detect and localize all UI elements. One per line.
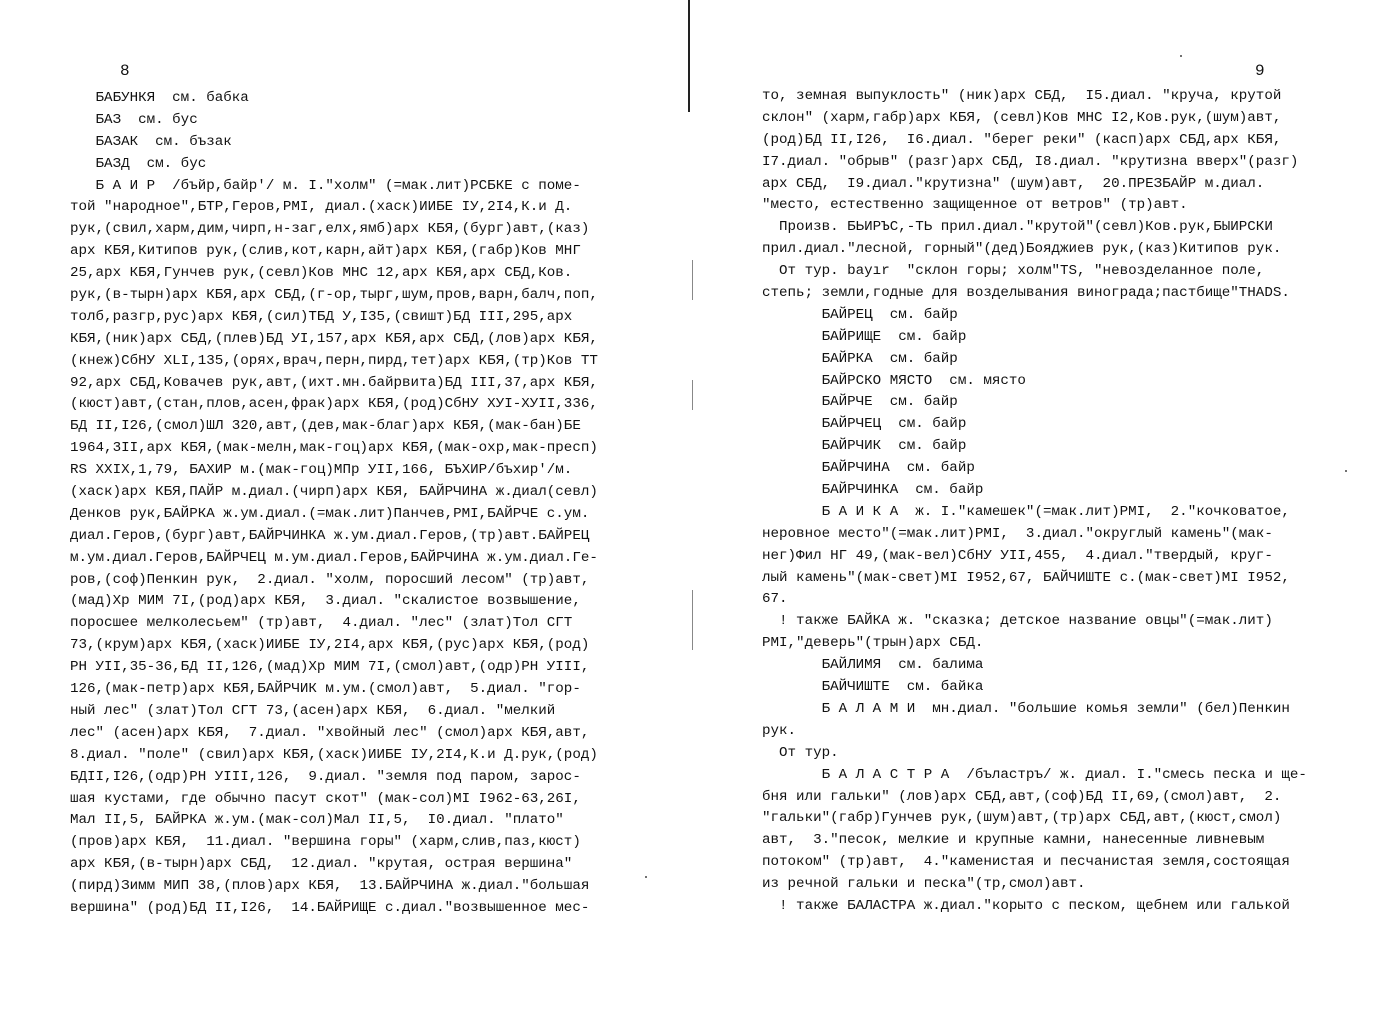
page-number-right: 9 xyxy=(1255,62,1265,80)
text-line: рук,(свил,харм,дим,чирп,н-заг,елх,ямб)арх КБЯ,(бург)авт,(каз) xyxy=(70,221,590,238)
text-line: Б А И К А ж. I."камешек"(=мак.лит)РМI, 2."кочковатое, xyxy=(762,503,1290,520)
text-line: поросшее мелколесьем" (тр)авт, 4.диал. "лес" (злат)Тол СГТ xyxy=(70,615,573,632)
text-line: БАЙРЕЦ см. байр xyxy=(762,306,958,323)
text-line: БАЗ см. бус xyxy=(70,111,198,128)
text-line: из речной гальки и песка"(тр,смол)авт. xyxy=(762,876,1086,893)
text-line: неровное место"(=мак.лит)РМI, 3.диал."округлый камень"(мак- xyxy=(762,525,1273,542)
text-line: бня или гальки" (лов)арх СБД,авт,(соф)БД II,69,(смол)авт, 2. xyxy=(762,788,1282,805)
text-line: 73,(крум)арх КБЯ,(хаск)ИИБЕ IУ,2I4,арх КБЯ,(рус)арх КБЯ,(род) xyxy=(70,637,590,654)
text-line: (кнеж)СбНУ XLI,135,(орях,врач,перн,пирд,тет)арх КБЯ,(тр)Ков ТТ xyxy=(70,352,598,369)
text-line: (хаск)арх КБЯ,ПАЙР м.диал.(чирп)арх КБЯ, БАЙРЧИНА ж.диал(севл) xyxy=(70,484,598,501)
scan-speck xyxy=(1345,470,1347,472)
text-line: БДII,I26,(одр)РН УIII,126, 9.диал. "земля под паром, зарос- xyxy=(70,768,581,785)
text-line: БАЙРИЩЕ см. байр xyxy=(762,328,967,345)
text-line: рук. xyxy=(762,722,797,739)
scan-speck xyxy=(645,876,647,878)
page-number-left: 8 xyxy=(120,62,130,80)
text-line: БАЙРЧИНКА см. байр xyxy=(762,482,984,499)
text-line: (мад)Хр МИМ 7I,(род)арх КБЯ, 3.диал. "скалистое возвышение, xyxy=(70,593,581,610)
text-line: КБЯ,(ник)арх СБД,(плев)БД УI,157,арх КБЯ,арх СБД,(лов)арх КБЯ, xyxy=(70,330,598,347)
text-line: БАЙЛИМЯ см. балима xyxy=(762,657,984,674)
text-line: (пирд)Зимм МИП 38,(плов)арх КБЯ, 13.БАЙРЧИНА ж.диал."большая xyxy=(70,878,590,895)
text-line: 1964,3II,арх КБЯ,(мак-мелн,мак-гоц)арх КБЯ,(мак-охр,мак-пресп) xyxy=(70,440,598,457)
text-line: БАЗАК см. бъзак xyxy=(70,133,232,150)
text-line: шая кустами, где обычно пасут скот" (мак-сол)МI I962-63,26I, xyxy=(70,790,581,807)
text-line: м.ум.диал.Геров,БАЙРЧЕЦ м.ум.диал.Геров,БАЙРЧИНА ж.ум.диал.Ге- xyxy=(70,549,598,566)
text-line: Б А Л А С Т Р А /бъластръ/ ж. диал. I."смесь песка и ще- xyxy=(762,766,1307,783)
text-line: От тур. xyxy=(762,744,839,761)
left-page-text xyxy=(70,88,598,920)
text-line: Б А Л А М И мн.диал. "большие комья земли" (бел)Пенкин xyxy=(762,700,1290,717)
text-line: БАЙРЧЕЦ см. байр xyxy=(762,416,967,433)
text-line: лес" (асен)арх КБЯ, 7.диал. "хвойный лес" (смол)арх КБЯ,авт, xyxy=(70,724,590,741)
text-line: потоком" (тр)авт, 4."каменистая и песчанистая земля,состоящая xyxy=(762,854,1290,871)
text-line: Б А И Р /бъйр,байр'/ м. I."холм" (=мак.лит)РСБКЕ с поме- xyxy=(70,177,581,194)
text-line: БАБУНКЯ см. бабка xyxy=(70,90,249,106)
text-line: степь; земли,годные для возделывания винограда;пастбище"THADS. xyxy=(762,285,1290,302)
text-line: рук,(в-тырн)арх КБЯ,арх СБД,(г-ор,тырг,шум,пров,варн,балч,поп, xyxy=(70,287,598,304)
book-gutter-line xyxy=(688,0,690,112)
right-page xyxy=(700,0,1400,1035)
text-line: БАЙЧИШТЕ см. байка xyxy=(762,679,984,696)
text-line: 126,(мак-петр)арх КБЯ,БАЙРЧИК м.ум.(смол)авт, 5.диал. "гор- xyxy=(70,681,581,698)
text-line: той "народное",БТР,Геров,РМI, диал.(хаск)ИИБЕ IУ,2I4,К.и Д. xyxy=(70,199,573,216)
text-line: БАЙРЧЕ см. байр xyxy=(762,394,958,411)
text-line: "гальки"(габр)Гунчев рук,(шум)авт,(тр)арх СБД,авт,(кюст,смол) xyxy=(762,810,1282,827)
text-line: 25,арх КБЯ,Гунчев рук,(севл)Ков МНС 12,арх КБЯ,арх СБД,Ков. xyxy=(70,265,573,282)
text-line: прил.диал."лесной, горный"(дед)Бояджиев рук,(каз)Китипов рук. xyxy=(762,241,1282,258)
text-line: арх КБЯ,Китипов рук,(слив,кот,карн,айт)арх КБЯ,(габр)Ков МНГ xyxy=(70,243,581,260)
text-line: вершина" (род)БД II,I26, 14.БАЙРИЩЕ с.диал."возвышенное мес- xyxy=(70,899,590,916)
text-line: лый камень"(мак-свет)МI I952,67, БАЙЧИШТЕ с.(мак-свет)МI I952, xyxy=(762,569,1290,586)
scan-speck xyxy=(1180,55,1182,57)
gutter-mark xyxy=(692,590,693,650)
text-line: БАЙРЧИК см. байр xyxy=(762,438,967,455)
text-line: БАЙРЧИНА см. байр xyxy=(762,460,975,477)
text-line: толб,разгр,рус)арх КБЯ,(сил)ТБД У,I35,(свишт)БД III,295,арх xyxy=(70,308,573,325)
text-line: нег)Фил НГ 49,(мак-вел)СбНУ УII,455, 4.диал."твердый, круг- xyxy=(762,547,1273,564)
text-line: арх КБЯ,(в-тырн)арх СБД, 12.диал. "крутая, острая вершина" xyxy=(70,856,573,873)
text-line: Денков рук,БАЙРКА ж.ум.диал.(=мак.лит)Панчев,РМI,БАЙРЧЕ с.ум. xyxy=(70,505,590,522)
text-line: 8.диал. "поле" (свил)арх КБЯ,(хаск)ИИБЕ IУ,2I4,К.и Д.рук,(род) xyxy=(70,746,598,763)
text-line: РН УII,35-36,БД II,126,(мад)Хр МИМ 7I,(смол)авт,(одр)РН УIII, xyxy=(70,659,590,676)
text-line: RS XXIX,1,79, БАХИР м.(мак-гоц)МПр УII,166, БЪХИР/бъхир'/м. xyxy=(70,462,573,479)
text-line: ! также БАЙКА ж. "сказка; детское название овцы"(=мак.лит) xyxy=(762,613,1273,630)
text-line: "место, естественно защищенное от ветров" (тр)авт. xyxy=(762,197,1188,214)
text-line: диал.Геров,(бург)авт,БАЙРЧИНКА ж.ум.диал.Геров,(тр)авт.БАЙРЕЦ xyxy=(70,527,590,544)
text-line: I7.диал. "обрыв" (разг)арх СБД, I8.диал. "крутизна вверх"(разг) xyxy=(762,153,1299,170)
text-line: склон" (харм,габр)арх КБЯ, (севл)Ков МНС I2,Ков.рук,(шум)авт, xyxy=(762,109,1282,126)
text-line: ! также БАЛАСТРА ж.диал."корыто с песком, щебнем или галькой xyxy=(762,897,1290,914)
text-line: ный лес" (злат)Тол СГТ 73,(асен)арх КБЯ, 6.диал. "мелкий xyxy=(70,702,556,719)
text-line: авт, 3."песок, мелкие и крупные камни, нанесенные ливневым xyxy=(762,832,1265,849)
text-line: то, земная выпуклость" (ник)арх СБД, I5.диал. "круча, крутой xyxy=(762,88,1282,104)
text-line: (пров)арх КБЯ, 11.диал. "вершина горы" (харм,слив,паз,кюст) xyxy=(70,834,581,851)
text-line: (род)БД II,I26, I6.диал. "берег реки" (касп)арх СБД,арх КБЯ, xyxy=(762,131,1282,148)
text-line: БАЗД см. бус xyxy=(70,155,207,172)
text-line: Мал II,5, БАЙРКА ж.ум.(мак-сол)Мал II,5, I0.диал. "плато" xyxy=(70,812,564,829)
text-line: арх СБД, I9.диал."крутизна" (шум)авт, 20.ПРЕЗБАЙР м.диал. xyxy=(762,175,1265,192)
text-line: БД II,I26,(смол)ШЛ 320,авт,(дев,мак-благ)арх КБЯ,(мак-бан)БЕ xyxy=(70,418,581,435)
text-line: От тур. bayır "склон горы; холм"TS, "невозделанное поле, xyxy=(762,263,1265,280)
text-line: 67. xyxy=(762,591,788,608)
right-page-text xyxy=(762,86,1307,918)
text-line: 92,арх СБД,Ковачев рук,авт,(ихт.мн.байрвита)БД III,37,арх КБЯ, xyxy=(70,374,598,391)
text-line: РМI,"деверь"(трын)арх СБД. xyxy=(762,635,984,652)
gutter-mark xyxy=(692,260,693,300)
text-line: БАЙРСКО МЯСТО см. място xyxy=(762,372,1026,389)
left-page xyxy=(0,0,690,1035)
text-line: БАЙРКА см. байр xyxy=(762,350,958,367)
text-line: (кюст)авт,(стан,плов,асен,фрак)арх КБЯ,(род)СбНУ ХУI-ХУII,336, xyxy=(70,396,598,413)
text-line: ров,(соф)Пенкин рук, 2.диал. "холм, поросший лесом" (тр)авт, xyxy=(70,571,590,588)
text-line: Произв. БЬИРЪС,-ТЬ прил.диал."крутой"(севл)Ков.рук,БЫИРСКИ xyxy=(762,219,1273,236)
gutter-mark xyxy=(692,380,693,410)
